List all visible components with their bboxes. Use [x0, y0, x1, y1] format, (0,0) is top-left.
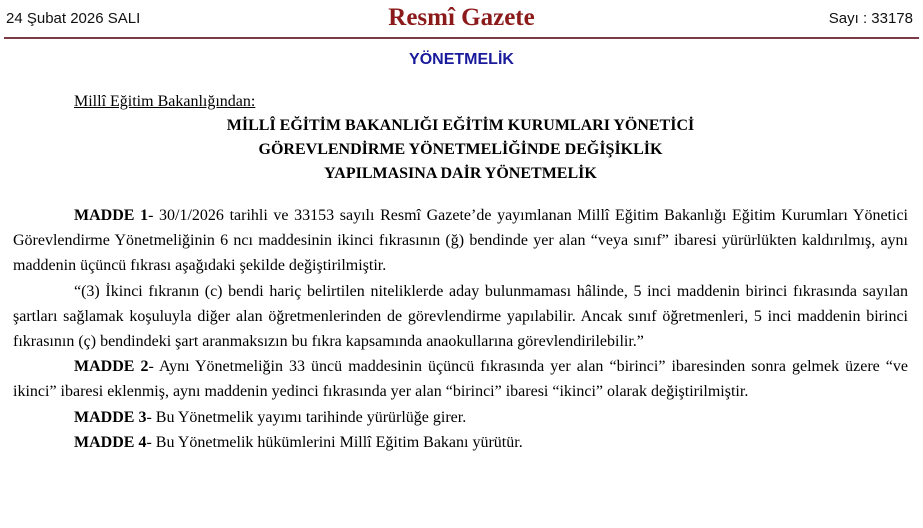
article-paragraph: [13, 405, 908, 430]
article-number: MADDE 4: [74, 433, 147, 451]
article-text: “(3) İkinci fıkranın (c) bendi hariç belirtilen niteliklerde aday bulunmaması hâlinde, 5 inci maddenin birinci fıkrasında sayılan şartları sağlamak koşuluyla diğer alan öğretmenlerinden de görevlendirme yapılabilir. Ancak sınıf öğretmenleri, 5 inci maddenin birinci fıkrasının (ç) bendindeki şart aranmaksızın bu fıkra kapsamında anaokullarına görevlendirilebilir.”: [13, 282, 908, 351]
article-number: MADDE 3: [74, 408, 147, 426]
article-text: - Bu Yönetmelik hükümlerini Millî Eğitim Bakanı yürütür.: [146, 433, 523, 451]
quoted-amendment-paragraph: [13, 279, 908, 355]
regulation-title-line: YAPILMASINA DAİR YÖNETMELİK: [324, 165, 597, 182]
issue-number: Sayı : 33178: [828, 10, 913, 27]
regulation-title-line: MİLLÎ EĞİTİM BAKANLIĞI EĞİTİM KURUMLARI YÖNETİCİ: [226, 117, 695, 134]
masthead: [0, 0, 923, 38]
regulation-title-line: GÖREVLENDİRME YÖNETMELİĞİNDE DEĞİŞİKLİK: [258, 141, 663, 158]
document-body: [13, 92, 908, 455]
article-text: - 30/1/2026 tarihli ve 33153 sayılı Resmî Gazete’de yayımlanan Millî Eğitim Bakanlığı Eğitim Kurumları Yönetici Görevlendirme Yönetmeliğinin 6 ncı maddesinin ikinci fıkrasının (ğ) bendinde yer alan “veya sınıf” ibaresi yürürlükten kaldırılmış, aynı maddenin üçüncü fıkrası aşağıdaki şekilde değiştirilmiştir.: [13, 207, 908, 275]
regulation-title: [13, 114, 908, 186]
article-paragraph: [13, 354, 908, 404]
article-paragraph: [13, 430, 908, 455]
articles: [13, 203, 908, 455]
article-text: - Aynı Yönetmeliğin 33 üncü maddesinin üçüncü fıkrasında yer alan “birinci” ibaresinden sonra gelmek üzere “ve ikinci” ibaresi eklenmiş, aynı maddenin yedinci fıkrasında yer alan “birinci” ibaresi “ikinci” olarak değiştirilmiştir.: [13, 358, 909, 401]
header-divider: [4, 37, 919, 39]
publication-title: Resmî Gazete: [388, 4, 535, 31]
section-label: YÖNETMELİK: [409, 51, 514, 68]
issuing-ministry: Millî Eğitim Bakanlığından:: [74, 93, 256, 110]
article-paragraph: [13, 203, 908, 279]
article-number: MADDE 2: [74, 358, 149, 376]
article-text: - Bu Yönetmelik yayımı tarihinde yürürlüğe girer.: [146, 408, 467, 426]
publication-date: 24 Şubat 2026 SALI: [6, 10, 141, 27]
article-number: MADDE 1: [74, 207, 149, 224]
